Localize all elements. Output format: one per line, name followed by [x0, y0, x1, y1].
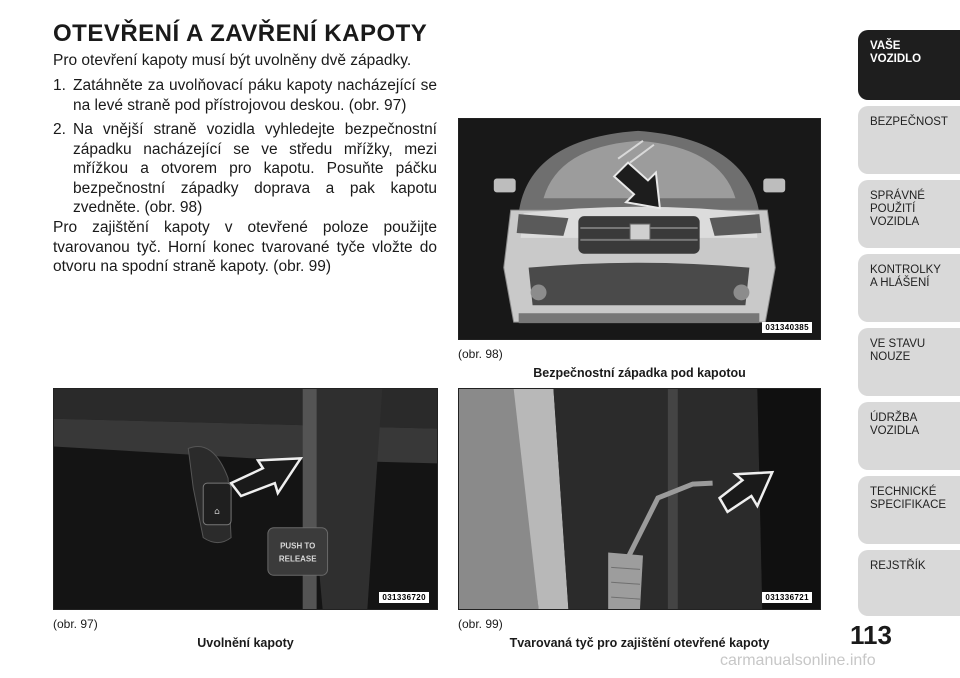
tab-label: VOZIDLA: [870, 216, 920, 228]
figure-code: 031336720: [379, 592, 429, 603]
figure-ref: (obr. 98): [458, 347, 503, 361]
tab-label: SPRÁVNÉ: [870, 190, 925, 202]
tab-label: ÚDRŽBA: [870, 412, 918, 424]
figure-caption: Bezpečnostní západka pod kapotou: [533, 366, 746, 380]
step-item: [53, 76, 437, 115]
push-label-2: RELEASE: [278, 554, 317, 564]
tab-label: VOZIDLA: [870, 425, 920, 437]
figure-code: 031336721: [762, 592, 812, 603]
tab-ve-stavu-nouze[interactable]: [858, 328, 960, 396]
tab-label: VE STAVU: [870, 338, 926, 350]
tab-label: TECHNICKÉ: [870, 486, 937, 498]
tab-label: KONTROLKY: [870, 264, 941, 276]
push-label-1: PUSH TO: [280, 541, 316, 551]
tab-technicke-specifikace[interactable]: [858, 476, 960, 544]
hood-release-illustration: [54, 389, 437, 609]
watermark: carmanualsonline.info: [720, 652, 876, 669]
figure-98-photo: [458, 118, 821, 340]
step-text: Na vnější straně vozidla vyhledejte bezpečnostní západku nacházející se ve středu mřížky, mezi mřížkou a otvorem pro kapotu. Posuňte páčku bezpečnostní západky doprava a pak kapotu zvedněte. (obr. 98): [73, 121, 437, 216]
figure-97-photo: [53, 388, 438, 610]
prop-rod-illustration: [459, 389, 820, 609]
tab-udrzba[interactable]: [858, 402, 960, 470]
page-number: 113: [850, 620, 892, 650]
tab-vase-vozidlo[interactable]: [858, 30, 960, 100]
step-number: 1.: [53, 77, 66, 94]
tab-rejstrik[interactable]: [858, 550, 960, 616]
figure-ref: (obr. 97): [53, 617, 98, 631]
figure-99-photo: [458, 388, 821, 610]
tab-kontrolky[interactable]: [858, 254, 960, 322]
page-title: OTEVŘENÍ A ZAVŘENÍ KAPOTY: [53, 20, 428, 47]
tab-label: BEZPEČNOST: [870, 116, 948, 128]
tab-label: SPECIFIKACE: [870, 499, 947, 511]
tab-bezpecnost[interactable]: [858, 106, 960, 174]
tab-label: A HLÁŠENÍ: [870, 277, 930, 289]
figure-code: 031340385: [762, 322, 812, 333]
svg-text:⌂: ⌂: [214, 506, 220, 517]
tab-label: POUŽITÍ: [870, 203, 916, 215]
step-item: [53, 120, 437, 218]
tab-label: VAŠE: [870, 40, 901, 52]
tab-label: NOUZE: [870, 351, 911, 363]
step-number: 2.: [53, 121, 66, 138]
intro-text: Pro otevření kapoty musí být uvolněny dvě západky.: [53, 52, 412, 69]
tab-spravne-pouziti[interactable]: [858, 180, 960, 248]
tab-label: VOZIDLO: [870, 53, 922, 65]
car-front-illustration: [459, 119, 820, 339]
figure-ref: (obr. 99): [458, 617, 503, 631]
figure-caption: Tvarovaná tyč pro zajištění otevřené kapoty: [509, 636, 770, 650]
step-text: Zatáhněte za uvolňovací páku kapoty nacházející se na levé straně pod přístrojovou deskou. (obr. 97): [73, 77, 437, 114]
tab-label: REJSTŘÍK: [870, 560, 926, 572]
figure-caption: Uvolnění kapoty: [197, 636, 294, 650]
body-paragraph: Pro zajištění kapoty v otevřené poloze použijte tvarovanou tyč. Horní konec tvarované tyče vložte do otvoru na spodní straně kapoty. (obr. 99): [53, 219, 437, 275]
